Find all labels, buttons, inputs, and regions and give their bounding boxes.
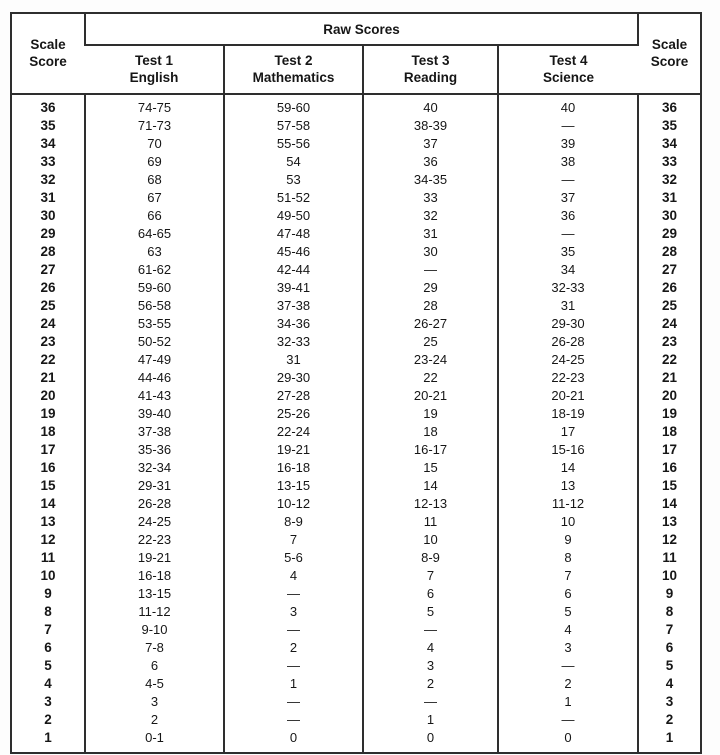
scale-score-cell-right: 9 xyxy=(638,585,701,603)
mathematics-raw-score-cell: 55-56 xyxy=(224,135,363,153)
test-subject-label: Mathematics xyxy=(252,69,335,85)
scale-score-cell-right: 22 xyxy=(638,351,701,369)
science-raw-score-cell: 32-33 xyxy=(498,279,638,297)
reading-raw-score-cell: 2 xyxy=(363,675,498,693)
scale-score-cell-right: 34 xyxy=(638,135,701,153)
science-raw-score-cell: 13 xyxy=(498,477,638,495)
science-raw-score-cell: 10 xyxy=(498,513,638,531)
reading-raw-score-cell: 18 xyxy=(363,423,498,441)
mathematics-raw-score-cell: — xyxy=(224,693,363,711)
mathematics-raw-score-cell: 59-60 xyxy=(224,94,363,117)
scale-score-cell-right: 27 xyxy=(638,261,701,279)
reading-raw-score-cell: 40 xyxy=(363,94,498,117)
table-row xyxy=(11,189,701,207)
table-row xyxy=(11,603,701,621)
english-raw-score-cell: 66 xyxy=(85,207,224,225)
english-raw-score-cell: 63 xyxy=(85,243,224,261)
scale-score-cell-right: 16 xyxy=(638,459,701,477)
english-raw-score-cell: 37-38 xyxy=(85,423,224,441)
scale-score-cell-left: 19 xyxy=(40,406,56,421)
reading-raw-score-cell: 19 xyxy=(363,405,498,423)
test-number-label: Test 3 xyxy=(411,52,450,68)
table-row xyxy=(11,657,701,675)
english-raw-score-cell: 39-40 xyxy=(85,405,224,423)
reading-raw-score-cell: — xyxy=(363,693,498,711)
scale-score-cell-left: 16 xyxy=(40,460,56,475)
scale-score-cell-right: 11 xyxy=(638,549,701,567)
english-raw-score-cell: 13-15 xyxy=(85,585,224,603)
mathematics-raw-score-cell: 27-28 xyxy=(224,387,363,405)
table-row xyxy=(11,333,701,351)
test-header-2 xyxy=(224,45,363,94)
mathematics-raw-score-cell: — xyxy=(224,711,363,729)
english-raw-score-cell: 50-52 xyxy=(85,333,224,351)
scale-score-cell-left: 14 xyxy=(40,496,56,511)
scale-score-cell-left: 13 xyxy=(40,514,56,529)
mathematics-raw-score-cell: — xyxy=(224,621,363,639)
table-row xyxy=(11,117,701,135)
science-raw-score-cell: 24-25 xyxy=(498,351,638,369)
scale-score-cell-right: 29 xyxy=(638,225,701,243)
english-raw-score-cell: 19-21 xyxy=(85,549,224,567)
reading-raw-score-cell: 32 xyxy=(363,207,498,225)
mathematics-raw-score-cell: 7 xyxy=(224,531,363,549)
mathematics-raw-score-cell: 31 xyxy=(224,351,363,369)
science-raw-score-cell: 2 xyxy=(498,675,638,693)
reading-raw-score-cell: 4 xyxy=(363,639,498,657)
science-raw-score-cell: 20-21 xyxy=(498,387,638,405)
science-raw-score-cell: — xyxy=(498,657,638,675)
mathematics-raw-score-cell: 2 xyxy=(224,639,363,657)
reading-raw-score-cell: 23-24 xyxy=(363,351,498,369)
scale-score-cell-left: 1 xyxy=(44,730,52,745)
english-raw-score-cell: 32-34 xyxy=(85,459,224,477)
scale-score-cell-right: 12 xyxy=(638,531,701,549)
scale-score-cell-left: 35 xyxy=(40,118,56,133)
table-body xyxy=(11,94,701,753)
scale-score-cell-right: 8 xyxy=(638,603,701,621)
reading-raw-score-cell: — xyxy=(363,621,498,639)
english-raw-score-cell: 70 xyxy=(85,135,224,153)
scale-score-cell-left: 25 xyxy=(40,298,56,313)
mathematics-raw-score-cell: 32-33 xyxy=(224,333,363,351)
reading-raw-score-cell: 5 xyxy=(363,603,498,621)
scale-score-cell-left: 10 xyxy=(40,568,56,583)
scale-score-header-line1: Scale xyxy=(651,36,688,52)
reading-raw-score-cell: 37 xyxy=(363,135,498,153)
reading-raw-score-cell: 33 xyxy=(363,189,498,207)
scale-score-cell-left: 28 xyxy=(40,244,56,259)
score-conversion-table xyxy=(10,12,702,754)
science-raw-score-cell: — xyxy=(498,117,638,135)
scale-score-cell-right: 4 xyxy=(638,675,701,693)
english-raw-score-cell: 7-8 xyxy=(85,639,224,657)
english-raw-score-cell: 29-31 xyxy=(85,477,224,495)
reading-raw-score-cell: 15 xyxy=(363,459,498,477)
table-row xyxy=(11,225,701,243)
test-subject-label: Reading xyxy=(403,69,458,85)
scale-score-cell-right: 35 xyxy=(638,117,701,135)
science-raw-score-cell: 38 xyxy=(498,153,638,171)
scale-score-cell-left: 8 xyxy=(44,604,52,619)
reading-raw-score-cell: 30 xyxy=(363,243,498,261)
table-row xyxy=(11,531,701,549)
reading-raw-score-cell: 26-27 xyxy=(363,315,498,333)
science-raw-score-cell: 37 xyxy=(498,189,638,207)
reading-raw-score-cell: 6 xyxy=(363,585,498,603)
science-raw-score-cell: 17 xyxy=(498,423,638,441)
table-row xyxy=(11,441,701,459)
scale-score-cell-left: 2 xyxy=(44,712,52,727)
science-raw-score-cell: 40 xyxy=(498,94,638,117)
english-raw-score-cell: 24-25 xyxy=(85,513,224,531)
scale-score-cell-right: 36 xyxy=(638,94,701,117)
english-raw-score-cell: 61-62 xyxy=(85,261,224,279)
reading-raw-score-cell: 14 xyxy=(363,477,498,495)
science-raw-score-cell: 18-19 xyxy=(498,405,638,423)
mathematics-raw-score-cell: 53 xyxy=(224,171,363,189)
scale-score-cell-right: 24 xyxy=(638,315,701,333)
table-row xyxy=(11,477,701,495)
science-raw-score-cell: 31 xyxy=(498,297,638,315)
scale-score-cell-right: 13 xyxy=(638,513,701,531)
test-subject-label: Science xyxy=(543,69,595,85)
english-raw-score-cell: 56-58 xyxy=(85,297,224,315)
science-raw-score-cell: 11-12 xyxy=(498,495,638,513)
scale-score-cell-left: 18 xyxy=(40,424,56,439)
mathematics-raw-score-cell: 13-15 xyxy=(224,477,363,495)
mathematics-raw-score-cell: 0 xyxy=(224,729,363,753)
scale-score-cell-right: 2 xyxy=(638,711,701,729)
reading-raw-score-cell: 8-9 xyxy=(363,549,498,567)
science-raw-score-cell: 15-16 xyxy=(498,441,638,459)
english-raw-score-cell: 71-73 xyxy=(85,117,224,135)
table-row xyxy=(11,423,701,441)
science-raw-score-cell: 4 xyxy=(498,621,638,639)
mathematics-raw-score-cell: 25-26 xyxy=(224,405,363,423)
mathematics-raw-score-cell: 49-50 xyxy=(224,207,363,225)
test-header-4 xyxy=(498,45,638,94)
mathematics-raw-score-cell: 22-24 xyxy=(224,423,363,441)
scale-score-cell-left: 21 xyxy=(40,370,56,385)
science-raw-score-cell: 22-23 xyxy=(498,369,638,387)
table-header xyxy=(11,13,701,94)
mathematics-raw-score-cell: 57-58 xyxy=(224,117,363,135)
science-raw-score-cell: 36 xyxy=(498,207,638,225)
table-row xyxy=(11,495,701,513)
table-row xyxy=(11,153,701,171)
english-raw-score-cell: 3 xyxy=(85,693,224,711)
scale-score-cell-left: 36 xyxy=(40,100,56,115)
table-row xyxy=(11,171,701,189)
scale-score-cell-left: 29 xyxy=(40,226,56,241)
english-raw-score-cell: 74-75 xyxy=(85,94,224,117)
mathematics-raw-score-cell: 34-36 xyxy=(224,315,363,333)
reading-raw-score-cell: 29 xyxy=(363,279,498,297)
english-raw-score-cell: 68 xyxy=(85,171,224,189)
test-number-label: Test 2 xyxy=(274,52,313,68)
english-raw-score-cell: 9-10 xyxy=(85,621,224,639)
scale-score-cell-left: 6 xyxy=(44,640,52,655)
science-raw-score-cell: 5 xyxy=(498,603,638,621)
scale-score-header-left xyxy=(11,13,85,94)
reading-raw-score-cell: 31 xyxy=(363,225,498,243)
science-raw-score-cell: 6 xyxy=(498,585,638,603)
scale-score-cell-right: 26 xyxy=(638,279,701,297)
scale-score-cell-right: 32 xyxy=(638,171,701,189)
science-raw-score-cell: 14 xyxy=(498,459,638,477)
mathematics-raw-score-cell: 19-21 xyxy=(224,441,363,459)
scale-score-cell-left: 22 xyxy=(40,352,56,367)
english-raw-score-cell: 47-49 xyxy=(85,351,224,369)
science-raw-score-cell: — xyxy=(498,225,638,243)
reading-raw-score-cell: 38-39 xyxy=(363,117,498,135)
table-row xyxy=(11,549,701,567)
scale-score-cell-left: 26 xyxy=(40,280,56,295)
english-raw-score-cell: 35-36 xyxy=(85,441,224,459)
table-row xyxy=(11,135,701,153)
table-row xyxy=(11,513,701,531)
english-raw-score-cell: 44-46 xyxy=(85,369,224,387)
table-row xyxy=(11,675,701,693)
mathematics-raw-score-cell: 16-18 xyxy=(224,459,363,477)
scale-score-cell-right: 19 xyxy=(638,405,701,423)
english-raw-score-cell: 64-65 xyxy=(85,225,224,243)
scale-score-cell-right: 14 xyxy=(638,495,701,513)
english-raw-score-cell: 4-5 xyxy=(85,675,224,693)
table-row xyxy=(11,261,701,279)
table-row xyxy=(11,207,701,225)
english-raw-score-cell: 22-23 xyxy=(85,531,224,549)
scale-score-cell-left: 33 xyxy=(40,154,56,169)
table-row xyxy=(11,405,701,423)
mathematics-raw-score-cell: 5-6 xyxy=(224,549,363,567)
science-raw-score-cell: 34 xyxy=(498,261,638,279)
scale-score-cell-left: 11 xyxy=(40,550,56,565)
scale-score-cell-left: 12 xyxy=(40,532,56,547)
scale-score-cell-left: 9 xyxy=(44,586,52,601)
science-raw-score-cell: 7 xyxy=(498,567,638,585)
english-raw-score-cell: 53-55 xyxy=(85,315,224,333)
reading-raw-score-cell: 0 xyxy=(363,729,498,753)
scale-score-cell-right: 33 xyxy=(638,153,701,171)
english-raw-score-cell: 41-43 xyxy=(85,387,224,405)
table-row xyxy=(11,351,701,369)
table-row xyxy=(11,639,701,657)
reading-raw-score-cell: 1 xyxy=(363,711,498,729)
table-row xyxy=(11,693,701,711)
mathematics-raw-score-cell: 29-30 xyxy=(224,369,363,387)
scale-score-cell-left: 20 xyxy=(40,388,56,403)
scale-score-cell-left: 3 xyxy=(44,694,52,709)
english-raw-score-cell: 2 xyxy=(85,711,224,729)
english-raw-score-cell: 11-12 xyxy=(85,603,224,621)
mathematics-raw-score-cell: 3 xyxy=(224,603,363,621)
scale-score-header-line2: Score xyxy=(29,53,67,69)
mathematics-raw-score-cell: 8-9 xyxy=(224,513,363,531)
table-row xyxy=(11,369,701,387)
mathematics-raw-score-cell: 51-52 xyxy=(224,189,363,207)
english-raw-score-cell: 59-60 xyxy=(85,279,224,297)
reading-raw-score-cell: 11 xyxy=(363,513,498,531)
mathematics-raw-score-cell: 10-12 xyxy=(224,495,363,513)
scale-score-cell-left: 23 xyxy=(40,334,56,349)
scale-score-cell-left: 34 xyxy=(40,136,56,151)
science-raw-score-cell: 26-28 xyxy=(498,333,638,351)
mathematics-raw-score-cell: — xyxy=(224,585,363,603)
science-raw-score-cell: 35 xyxy=(498,243,638,261)
table-row xyxy=(11,711,701,729)
mathematics-raw-score-cell: 39-41 xyxy=(224,279,363,297)
science-raw-score-cell: — xyxy=(498,711,638,729)
scale-score-cell-right: 23 xyxy=(638,333,701,351)
scale-score-cell-right: 30 xyxy=(638,207,701,225)
test-number-label: Test 1 xyxy=(134,52,173,68)
table-row xyxy=(11,567,701,585)
scale-score-cell-left: 4 xyxy=(44,676,52,691)
scale-score-cell-right: 25 xyxy=(638,297,701,315)
reading-raw-score-cell: 25 xyxy=(363,333,498,351)
scale-score-cell-right: 1 xyxy=(638,729,701,753)
table-row xyxy=(11,729,701,753)
science-raw-score-cell: 8 xyxy=(498,549,638,567)
scale-score-cell-right: 18 xyxy=(638,423,701,441)
test-names-header-row xyxy=(11,45,701,94)
scale-score-cell-right: 15 xyxy=(638,477,701,495)
english-raw-score-cell: 16-18 xyxy=(85,567,224,585)
mathematics-raw-score-cell: 45-46 xyxy=(224,243,363,261)
english-raw-score-cell: 26-28 xyxy=(85,495,224,513)
table-row xyxy=(11,279,701,297)
scale-score-cell-left: 15 xyxy=(40,478,56,493)
table-row xyxy=(11,94,701,117)
mathematics-raw-score-cell: 37-38 xyxy=(224,297,363,315)
scale-score-header-line2: Score xyxy=(650,53,689,69)
table-row xyxy=(11,243,701,261)
scale-score-cell-left: 5 xyxy=(44,658,52,673)
reading-raw-score-cell: 34-35 xyxy=(363,171,498,189)
scale-score-cell-left: 32 xyxy=(40,172,56,187)
table-row xyxy=(11,315,701,333)
scale-score-cell-right: 21 xyxy=(638,369,701,387)
reading-raw-score-cell: 3 xyxy=(363,657,498,675)
test-number-label: Test 4 xyxy=(549,52,588,68)
scale-score-cell-right: 28 xyxy=(638,243,701,261)
mathematics-raw-score-cell: — xyxy=(224,657,363,675)
english-raw-score-cell: 6 xyxy=(85,657,224,675)
reading-raw-score-cell: — xyxy=(363,261,498,279)
table-row xyxy=(11,297,701,315)
mathematics-raw-score-cell: 1 xyxy=(224,675,363,693)
reading-raw-score-cell: 7 xyxy=(363,567,498,585)
table-row xyxy=(11,459,701,477)
scale-score-cell-right: 7 xyxy=(638,621,701,639)
reading-raw-score-cell: 12-13 xyxy=(363,495,498,513)
test-header-1 xyxy=(85,45,224,94)
science-raw-score-cell: 29-30 xyxy=(498,315,638,333)
science-raw-score-cell: 0 xyxy=(498,729,638,753)
scale-score-cell-left: 31 xyxy=(40,190,56,205)
english-raw-score-cell: 0-1 xyxy=(85,729,224,753)
english-raw-score-cell: 69 xyxy=(85,153,224,171)
scale-score-header-right xyxy=(638,13,701,94)
raw-scores-header-row xyxy=(11,13,701,45)
scale-score-cell-left: 7 xyxy=(44,622,52,637)
raw-scores-header: Raw Scores xyxy=(85,13,638,45)
table-row xyxy=(11,621,701,639)
scale-score-cell-right: 6 xyxy=(638,639,701,657)
scale-score-cell-right: 10 xyxy=(638,567,701,585)
test-subject-label: English xyxy=(129,69,179,85)
mathematics-raw-score-cell: 54 xyxy=(224,153,363,171)
reading-raw-score-cell: 20-21 xyxy=(363,387,498,405)
test-header-3 xyxy=(363,45,498,94)
scale-score-cell-right: 5 xyxy=(638,657,701,675)
scale-score-cell-left: 27 xyxy=(40,262,56,277)
science-raw-score-cell: 1 xyxy=(498,693,638,711)
reading-raw-score-cell: 36 xyxy=(363,153,498,171)
reading-raw-score-cell: 10 xyxy=(363,531,498,549)
scale-score-cell-right: 31 xyxy=(638,189,701,207)
english-raw-score-cell: 67 xyxy=(85,189,224,207)
scale-score-cell-right: 20 xyxy=(638,387,701,405)
science-raw-score-cell: 39 xyxy=(498,135,638,153)
reading-raw-score-cell: 28 xyxy=(363,297,498,315)
science-raw-score-cell: — xyxy=(498,171,638,189)
scale-score-cell-left: 30 xyxy=(40,208,56,223)
science-raw-score-cell: 9 xyxy=(498,531,638,549)
scale-score-cell-right: 17 xyxy=(638,441,701,459)
mathematics-raw-score-cell: 47-48 xyxy=(224,225,363,243)
reading-raw-score-cell: 22 xyxy=(363,369,498,387)
reading-raw-score-cell: 16-17 xyxy=(363,441,498,459)
table-row xyxy=(11,585,701,603)
table-row xyxy=(11,387,701,405)
mathematics-raw-score-cell: 42-44 xyxy=(224,261,363,279)
scale-score-cell-left: 17 xyxy=(40,442,56,457)
scale-score-cell-left: 24 xyxy=(40,316,56,331)
mathematics-raw-score-cell: 4 xyxy=(224,567,363,585)
science-raw-score-cell: 3 xyxy=(498,639,638,657)
scale-score-header-line1: Scale xyxy=(30,36,66,52)
scale-score-cell-right: 3 xyxy=(638,693,701,711)
